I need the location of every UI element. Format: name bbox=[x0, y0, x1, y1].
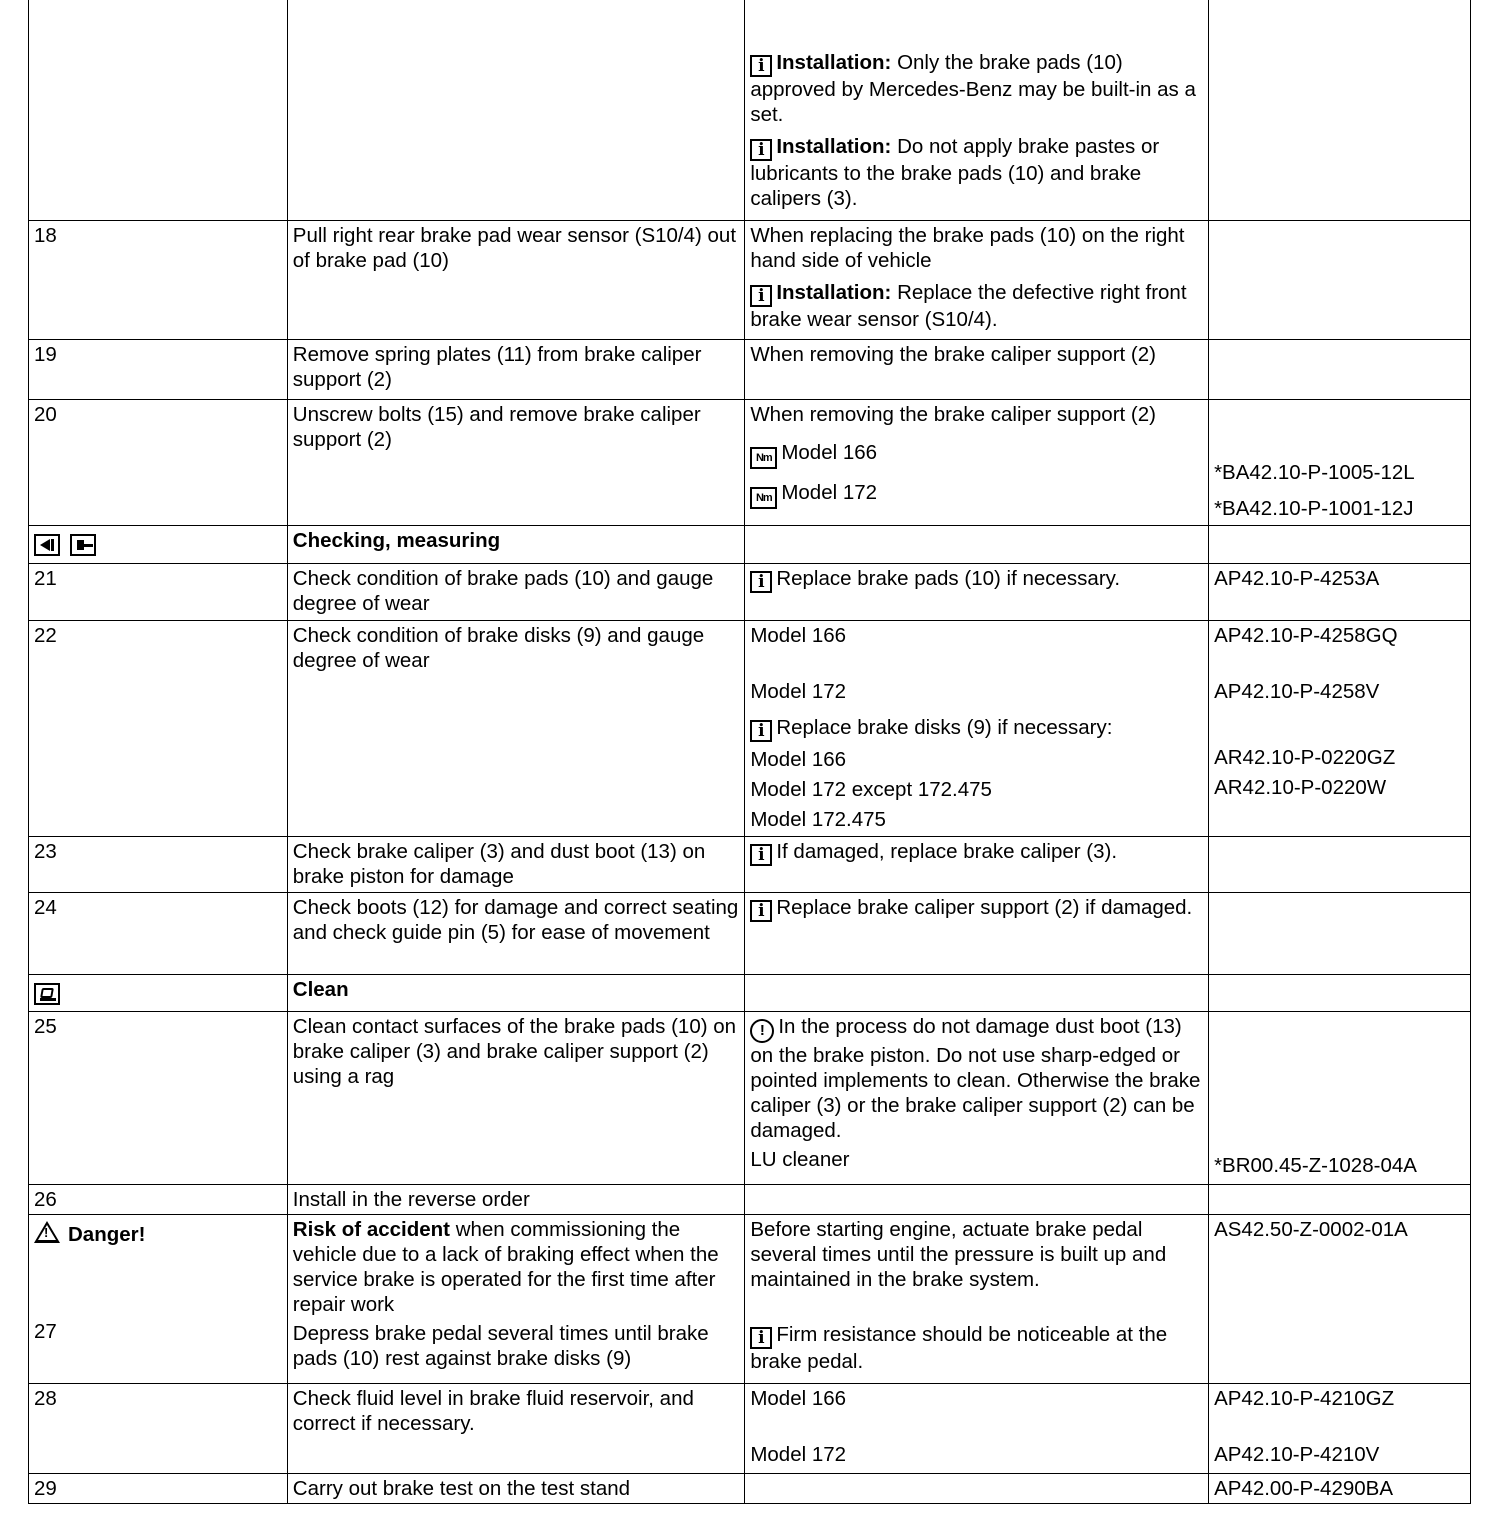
operation-text: Check fluid level in brake fluid reservoir, and correct if necessary. bbox=[287, 1383, 745, 1473]
notes-cell bbox=[745, 525, 1209, 563]
step-number: 25 bbox=[29, 1011, 288, 1184]
step-number: 18 bbox=[29, 220, 288, 339]
table-row bbox=[29, 220, 1471, 339]
step-cell bbox=[29, 1214, 288, 1383]
model-text: Model 172 bbox=[781, 480, 878, 504]
torque-icon: Nm bbox=[750, 447, 777, 469]
operation-text: Check brake caliper (3) and dust boot (13) on brake piston for damage bbox=[287, 836, 745, 892]
reference-link[interactable]: *BA42.10-P-1005-12L bbox=[1214, 460, 1415, 484]
reference-link[interactable]: AR42.10-P-0220GZ bbox=[1214, 745, 1396, 769]
reference-cell bbox=[1209, 1184, 1471, 1214]
table-row bbox=[29, 1214, 1471, 1383]
info-icon: i bbox=[750, 139, 772, 161]
operation-text: Clean contact surfaces of the brake pads (10) on brake caliper (3) and brake caliper support (2) using a rag bbox=[287, 1011, 745, 1184]
notes-cell bbox=[745, 563, 1209, 620]
info-icon: i bbox=[750, 285, 772, 307]
note-text: When removing the brake caliper support (2) bbox=[750, 402, 1156, 426]
torque-icon: Nm bbox=[750, 487, 777, 509]
notes-cell bbox=[745, 1473, 1209, 1503]
reference-link[interactable]: AP42.00-P-4290BA bbox=[1209, 1473, 1471, 1503]
step-number: 24 bbox=[29, 892, 288, 974]
note-text: Replace brake pads (10) if necessary. bbox=[776, 566, 1121, 590]
reference-cell bbox=[1209, 892, 1471, 974]
reference-link[interactable]: *BR00.45-Z-1028-04A bbox=[1214, 1153, 1417, 1177]
note-text: When removing the brake caliper support (2) bbox=[745, 339, 1209, 399]
model-text: Model 166 bbox=[750, 623, 847, 647]
info-icon: i bbox=[750, 571, 772, 593]
table-row bbox=[29, 1184, 1471, 1214]
step-number: 19 bbox=[29, 339, 288, 399]
operation-text: Install in the reverse order bbox=[287, 1184, 745, 1214]
model-text: Model 166 bbox=[781, 440, 878, 464]
reference-cell bbox=[1209, 220, 1471, 339]
operation-cell bbox=[287, 1214, 745, 1383]
table-row bbox=[29, 563, 1471, 620]
section-title: Clean bbox=[287, 974, 745, 1011]
note-text: In the process do not damage dust boot (13) on the brake piston. Do not use sharp-edged or pointed implements to clean. Otherwise the brake caliper (3) or the brake caliper support (2) can be damaged. bbox=[750, 1014, 1201, 1142]
note-text: Only the brake pads (10) approved by Mercedes-Benz may be built-in as a set. bbox=[750, 51, 1196, 126]
step-number: 26 bbox=[29, 1184, 288, 1214]
section-row bbox=[29, 974, 1471, 1011]
reference-link[interactable]: AP42.10-P-4258GQ bbox=[1214, 623, 1398, 647]
info-icon: i bbox=[750, 720, 772, 742]
installation-label: Installation: bbox=[776, 280, 892, 304]
reference-cell bbox=[1209, 974, 1471, 1011]
notes-cell bbox=[745, 220, 1209, 339]
section-icons bbox=[29, 525, 288, 563]
danger-label: Danger! bbox=[68, 1222, 146, 1246]
info-icon: i bbox=[750, 900, 772, 922]
table-row bbox=[29, 0, 1471, 220]
section-icons bbox=[29, 974, 288, 1011]
step-cell bbox=[29, 0, 288, 220]
notes-cell bbox=[745, 836, 1209, 892]
measure-icon bbox=[34, 534, 60, 556]
reference-link[interactable]: AP42.10-P-4253A bbox=[1209, 563, 1471, 620]
reference-cell bbox=[1209, 339, 1471, 399]
installation-label: Installation: bbox=[776, 51, 892, 74]
note-text: When replacing the brake pads (10) on the right hand side of vehicle bbox=[750, 223, 1185, 272]
check-icon bbox=[70, 534, 96, 556]
reference-link[interactable]: AS42.50-Z-0002-01A bbox=[1209, 1214, 1471, 1383]
notes-cell bbox=[745, 892, 1209, 974]
notes-cell bbox=[745, 974, 1209, 1011]
step-number: 23 bbox=[29, 836, 288, 892]
operation-text: Remove spring plates (11) from brake caliper support (2) bbox=[287, 339, 745, 399]
reference-link[interactable]: AR42.10-P-0220W bbox=[1214, 775, 1387, 799]
notes-cell bbox=[745, 1214, 1209, 1383]
table-row bbox=[29, 1011, 1471, 1184]
reference-link[interactable]: *BA42.10-P-1001-12J bbox=[1214, 496, 1414, 520]
reference-cell bbox=[1209, 836, 1471, 892]
table-row bbox=[29, 1383, 1471, 1473]
operation-cell bbox=[287, 0, 745, 220]
operation-text: Check condition of brake disks (9) and gauge degree of wear bbox=[287, 620, 745, 836]
risk-text: when commissioning the vehicle due to a lack of braking effect when the service brake is operated for the first time after repair work bbox=[292, 1217, 719, 1316]
table-row bbox=[29, 339, 1471, 399]
step-number: 27 bbox=[34, 1319, 57, 1343]
operation-text: Unscrew bolts (15) and remove brake caliper support (2) bbox=[287, 399, 745, 525]
clean-icon bbox=[34, 983, 60, 1005]
reference-cell bbox=[1209, 0, 1471, 220]
operation-text: Pull right rear brake pad wear sensor (S10/4) out of brake pad (10) bbox=[287, 220, 745, 339]
notes-cell bbox=[745, 620, 1209, 836]
step-number: 21 bbox=[29, 563, 288, 620]
reference-cell bbox=[1209, 399, 1471, 525]
table-row bbox=[29, 399, 1471, 525]
note-text: If damaged, replace brake caliper (3). bbox=[776, 839, 1118, 863]
model-text: Model 172 except 172.475 bbox=[750, 777, 992, 801]
note-text: Replace brake disks (9) if necessary: bbox=[776, 715, 1113, 739]
reference-cell bbox=[1209, 620, 1471, 836]
model-text: Model 172.475 bbox=[750, 807, 886, 831]
installation-label: Installation: bbox=[776, 135, 892, 158]
note-text: Firm resistance should be noticeable at the brake pedal. bbox=[750, 1322, 1168, 1373]
model-text: Model 172 bbox=[750, 679, 847, 703]
warning-icon bbox=[34, 1221, 60, 1243]
table-row bbox=[29, 836, 1471, 892]
reference-link[interactable]: AP42.10-P-4258V bbox=[1214, 679, 1380, 703]
document-page bbox=[28, 0, 1471, 1504]
step-number: 22 bbox=[29, 620, 288, 836]
reference-cell bbox=[1209, 1011, 1471, 1184]
table-row bbox=[29, 1473, 1471, 1503]
info-icon: i bbox=[750, 1327, 772, 1349]
table-row bbox=[29, 620, 1471, 836]
section-row bbox=[29, 525, 1471, 563]
reference-link[interactable]: AP42.10-P-4210V bbox=[1214, 1442, 1380, 1466]
reference-cell bbox=[1209, 525, 1471, 563]
notes-cell bbox=[745, 1011, 1209, 1184]
notes-cell bbox=[745, 1184, 1209, 1214]
repair-procedure-table bbox=[28, 0, 1471, 1504]
operation-text: Check condition of brake pads (10) and gauge degree of wear bbox=[287, 563, 745, 620]
model-text: Model 166 bbox=[750, 747, 847, 771]
info-icon: i bbox=[750, 55, 772, 77]
operation-text: Carry out brake test on the test stand bbox=[287, 1473, 745, 1503]
section-title: Checking, measuring bbox=[287, 525, 745, 563]
operation-text: Depress brake pedal several times until brake pads (10) rest against brake disks (9) bbox=[292, 1321, 709, 1370]
step-number: 20 bbox=[29, 399, 288, 525]
model-text: Model 166 bbox=[750, 1386, 847, 1410]
info-icon: i bbox=[750, 844, 772, 866]
material-text: LU cleaner bbox=[750, 1147, 850, 1171]
note-text: Do not apply brake pastes or lubricants to the brake pads (10) and brake calipers (3). bbox=[750, 135, 1160, 210]
step-number: 28 bbox=[29, 1383, 288, 1473]
model-text: Model 172 bbox=[750, 1442, 847, 1466]
note-text: Before starting engine, actuate brake pedal several times until the pressure is built up and maintained in the brake system. bbox=[750, 1217, 1167, 1291]
reference-cell bbox=[1209, 1383, 1471, 1473]
note-text: Replace the defective right front brake wear sensor (S10/4). bbox=[750, 280, 1187, 331]
notes-cell bbox=[745, 1383, 1209, 1473]
reference-link[interactable]: AP42.10-P-4210GZ bbox=[1214, 1386, 1395, 1410]
risk-label: Risk of accident bbox=[292, 1217, 450, 1241]
table-row bbox=[29, 892, 1471, 974]
notes-cell bbox=[745, 0, 1209, 220]
caution-icon: ! bbox=[750, 1019, 774, 1043]
note-text: Replace brake caliper support (2) if damaged. bbox=[776, 895, 1193, 919]
notes-cell bbox=[745, 399, 1209, 525]
step-number: 29 bbox=[29, 1473, 288, 1503]
operation-text: Check boots (12) for damage and correct seating and check guide pin (5) for ease of movement bbox=[287, 892, 745, 974]
